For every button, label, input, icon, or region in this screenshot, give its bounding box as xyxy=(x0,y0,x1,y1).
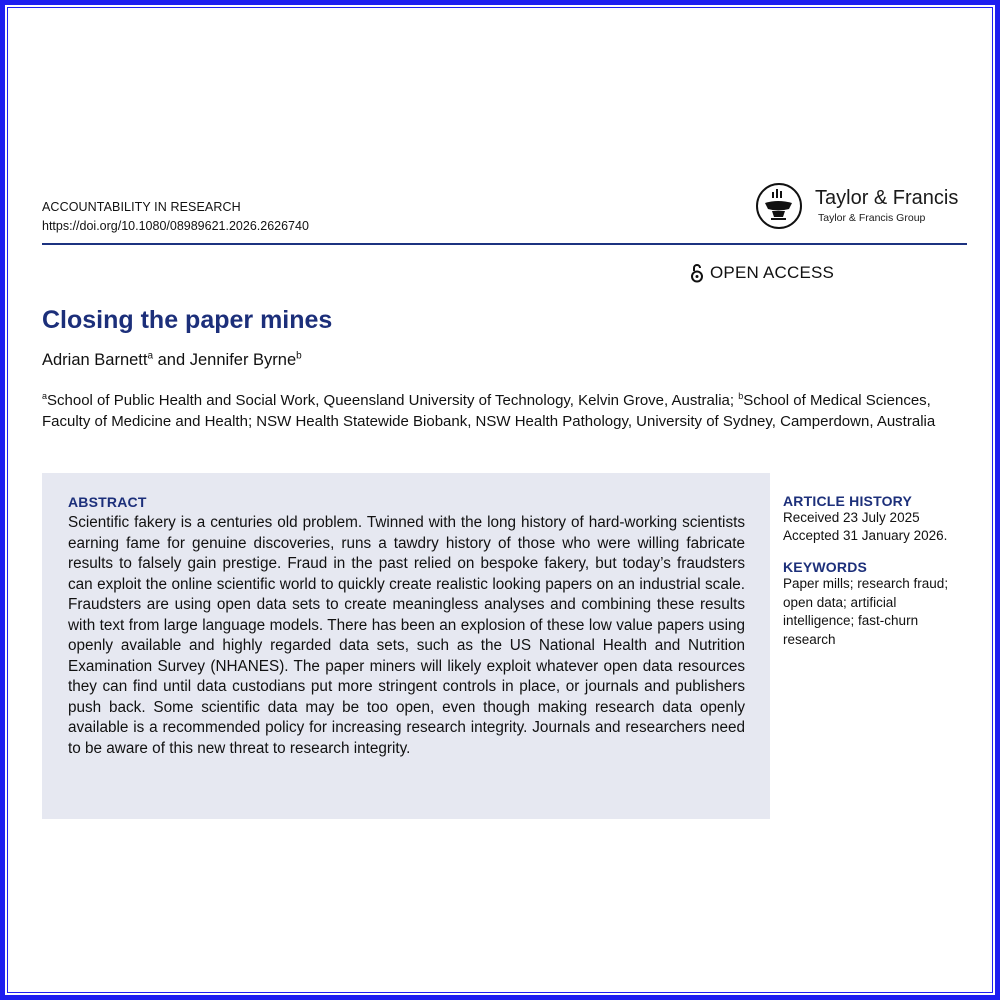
author-list xyxy=(42,351,302,370)
history-heading: ARTICLE HISTORY xyxy=(783,493,913,509)
author-name[interactable]: Adrian Barnett xyxy=(42,351,148,369)
open-access-label: OPEN ACCESS xyxy=(710,263,835,282)
journal-name: ACCOUNTABILITY IN RESEARCH xyxy=(42,200,241,214)
keywords-heading: KEYWORDS xyxy=(783,559,868,575)
article-title: Closing the paper mines xyxy=(42,306,333,334)
header-divider xyxy=(42,243,967,245)
author-joiner: and xyxy=(153,351,190,369)
abstract-heading: ABSTRACT xyxy=(68,494,147,510)
accepted-date: Accepted 31 January 2026. xyxy=(783,528,948,543)
open-access-badge xyxy=(690,262,834,284)
open-padlock-icon xyxy=(690,263,704,283)
article-sidebar xyxy=(783,493,968,649)
affiliation-marker: b xyxy=(296,350,302,362)
abstract-text: Scientific fakery is a centuries old problem. Twinned with the long history of hard-working scientists earning fame for genuine discoveries, runs a tawdry history of those who were willing fabricate results to falsely gain prestige. Fraud in the past relied on bespoke fakery, but today’s fraudsters can exploit the online scientific world to quickly create realistic looking papers on an industrial scale. Fraudsters are using open data sets to create meaningless analyses and combining these results with text from large language models. There has been an explosion of these low value papers using openly available and highly regarded data sets, such as the US National Health and Nutrition Examination Survey (NHANES). The paper miners will likely exploit whatever open data resources they can find until data custodians put more stringent controls in place, or journals and publishers push back. Some scientific data may be too open, even though making research data openly available is a recommended policy for increasing research integrity. Journals and researchers need to be aware of this new threat to research integrity. xyxy=(68,514,745,757)
affiliation-marker: a xyxy=(42,391,48,401)
publisher-group: Taylor & Francis Group xyxy=(818,212,926,224)
affiliation-marker: a xyxy=(147,350,154,362)
abstract-panel xyxy=(42,473,770,819)
publisher-name: Taylor & Francis xyxy=(815,187,959,209)
affiliation-text: School of Public Health and Social Work, Queensland University of Technology, Kelvin Grove, Australia; xyxy=(47,392,739,409)
affiliation-text: School of Medical Sciences, Faculty of Medicine and Health; NSW Health Statewide Biobank, NSW Health Pathology, University of Sydney, Camperdown, Australia xyxy=(42,392,936,430)
doi-link[interactable]: https://doi.org/10.1080/08989621.2026.2626740 xyxy=(42,219,309,233)
publisher-brand xyxy=(756,183,976,233)
keywords-list: Paper mills; research fraud; open data; artificial intelligence; fast-churn research xyxy=(783,576,949,647)
affiliation-marker: b xyxy=(738,391,744,401)
affiliations xyxy=(42,391,962,432)
author-name[interactable]: Jennifer Byrne xyxy=(189,351,297,369)
lamp-logo-icon xyxy=(756,183,802,229)
received-date: Received 23 July 2025 xyxy=(783,510,920,525)
